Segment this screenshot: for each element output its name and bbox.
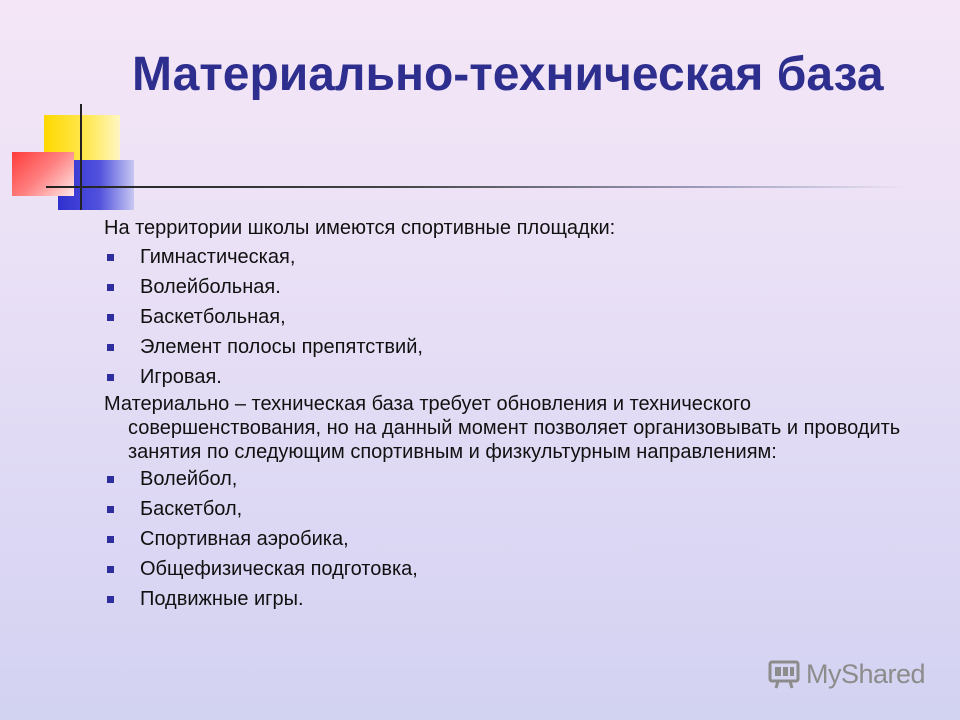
list-item: Спортивная аэробика, — [104, 524, 934, 554]
list-item: Общефизическая подготовка, — [104, 554, 934, 584]
bullet-square-icon — [107, 596, 114, 603]
title-underline — [46, 186, 912, 188]
bullet-square-icon — [107, 536, 114, 543]
decor-vertical-line — [80, 104, 82, 210]
bullet-square-icon — [107, 344, 114, 351]
watermark-text: MyShared — [806, 658, 926, 689]
bullet-square-icon — [107, 254, 114, 261]
list-item: Игровая. — [104, 362, 934, 392]
list-item: Гимнастическая, — [104, 242, 934, 272]
list-item: Волейбольная. — [104, 272, 934, 302]
myshared-logo-icon — [768, 659, 800, 689]
bullet-square-icon — [107, 374, 114, 381]
bullet-square-icon — [107, 476, 114, 483]
facilities-paragraph: Материально – техническая база требует обновления и технического совершенствования, но на данный момент позволяет организовывать и проводить занятия по следующим спортивным и физкультурным направлениям: — [104, 393, 901, 463]
list-item: Баскетбол, — [104, 494, 934, 524]
slide-body — [104, 214, 934, 614]
list-item: Волейбол, — [104, 464, 934, 494]
bullet-square-icon — [107, 566, 114, 573]
myshared-watermark — [768, 656, 925, 692]
bullet-square-icon — [107, 506, 114, 513]
bullet-square-icon — [107, 284, 114, 291]
list-item: Подвижные игры. — [104, 584, 934, 614]
slide-title: Материально-техническая база — [132, 48, 884, 101]
intro-text: На территории школы имеются спортивные площадки: — [104, 217, 616, 239]
list-item: Баскетбольная, — [104, 302, 934, 332]
list-item: Элемент полосы препятствий, — [104, 332, 934, 362]
bullet-square-icon — [107, 314, 114, 321]
sports-grounds-list — [104, 242, 934, 392]
sports-directions-list — [104, 464, 934, 614]
decor-red-square — [12, 152, 74, 196]
